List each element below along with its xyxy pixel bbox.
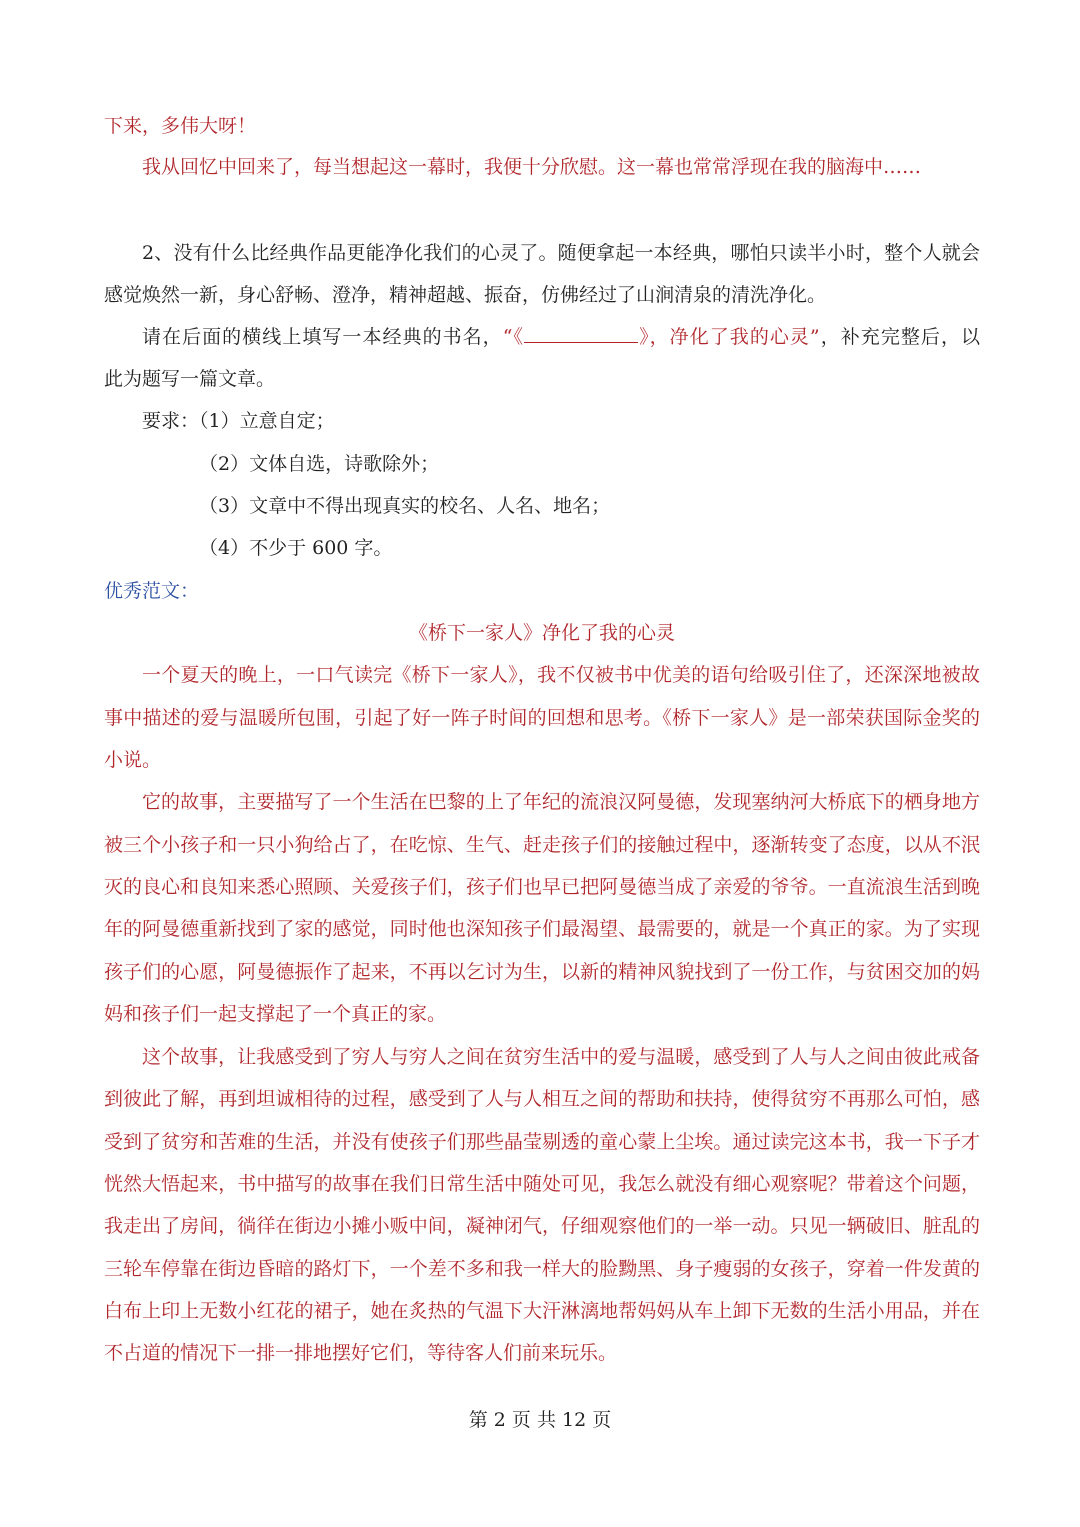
sample-p3-line: 恍然大悟起来，书中描写的故事在我们日常生活中随处可见，我怎么就没有细心观察呢？带着这个问题， xyxy=(104,1173,980,1195)
sample-p3-line: 白布上印上无数小红花的裙子，她在炙热的气温下大汗淋漓地帮妈妈从车上卸下无数的生活小用品，并在 xyxy=(104,1300,980,1322)
sample-p1-line: 小说。 xyxy=(104,749,162,771)
requirement-1: （1）立意自定； xyxy=(199,410,335,432)
sample-p1-line: 一个夏天的晚上，一口气读完《桥下一家人》，我不仅被书中优美的语句给吸引住了，还深深地被故 xyxy=(142,664,980,686)
requirements-label: 要求： xyxy=(142,410,200,432)
sample-p2-line: 灭的良心和良知来悉心照顾、关爱孩子们，孩子们也早已把阿曼德当成了亲爱的爷爷。一直流浪生活到晚 xyxy=(104,876,980,898)
sample-label: 优秀范文： xyxy=(104,580,200,602)
sample-p3-line: 三轮车停靠在街边昏暗的路灯下，一个差不多和我一样大的脸黝黑、身子瘦弱的女孩子，穿着一件发黄的 xyxy=(104,1258,980,1280)
sample-p3-line: 受到了贫穷和苦难的生活，并没有使孩子们那些晶莹剔透的童心蒙上尘埃。通过读完这本书，我一下子才 xyxy=(104,1131,980,1153)
sample-p3-line: 不占道的情况下一排一排地摆好它们，等待客人们前来玩乐。 xyxy=(104,1342,618,1364)
requirement-4: （4）不少于 600 字。 xyxy=(199,537,393,559)
question-prompt-line xyxy=(104,325,980,349)
requirement-3: （3）文章中不得出现真实的校名、人名、地名； xyxy=(199,495,611,517)
question-line-1: 2、没有什么比经典作品更能净化我们的心灵了。随便拿起一本经典，哪怕只读半小时，整个人就会 xyxy=(142,242,980,264)
sample-p1-line: 事中描述的爱与温暖所包围，引起了好一阵子时间的回想和思考。《桥下一家人》是一部荣获国际金奖的 xyxy=(104,707,980,729)
sample-p3-line: 到彼此了解，再到坦诚相待的过程，感受到了人与人相互之间的帮助和扶持，使得贫穷不再那么可怕，感 xyxy=(104,1088,980,1110)
continued-closing-line: 我从回忆中回来了，每当想起这一幕时，我便十分欣慰。这一幕也常常浮现在我的脑海中…… xyxy=(142,156,922,178)
prompt-quote-open: “《 xyxy=(502,326,525,348)
sample-p2-line: 年的阿曼德重新找到了家的感觉，同时他也深知孩子们最渴望、最需要的，就是一个真正的家。为了实现 xyxy=(104,918,980,940)
prompt-before: 请在后面的横线上填写一本经典的书名， xyxy=(142,326,503,348)
prompt-after: ，补充完整后，以 xyxy=(819,326,980,348)
page-footer: 第 2 页 共 12 页 xyxy=(468,1409,612,1431)
question-line-2: 感觉焕然一新，身心舒畅、澄净，精神超越、振奋，仿佛经过了山涧清泉的清洗净化。 xyxy=(104,284,827,306)
sample-p2-line: 孩子们的心愿，阿曼德振作了起来，不再以乞讨为生，以新的精神风貌找到了一份工作，与贫困交加的妈 xyxy=(104,961,980,983)
requirement-2: （2）文体自选，诗歌除外； xyxy=(199,453,440,475)
sample-p3-line: 这个故事，让我感受到了穷人与穷人之间在贫穷生活中的爱与温暖，感受到了人与人之间由彼此戒备 xyxy=(142,1046,980,1068)
continued-end-line: 下来，多伟大呀！ xyxy=(104,115,257,137)
sample-p2-line: 妈和孩子们一起支撑起了一个真正的家。 xyxy=(104,1003,447,1025)
prompt-quote-close: 》，净化了我的心灵” xyxy=(638,326,820,348)
book-title-blank xyxy=(524,342,638,343)
sample-p2-line: 被三个小孩子和一只小狗给占了，在吃惊、生气、赶走孩子们的接触过程中，逐渐转变了态度，以从不泯 xyxy=(104,834,980,856)
requirements-first-line xyxy=(142,409,1018,433)
sample-p2-line: 它的故事，主要描写了一个生活在巴黎的上了年纪的流浪汉阿曼德，发现塞纳河大桥底下的栖身地方 xyxy=(142,791,980,813)
sample-p3-line: 我走出了房间，徜徉在街边小摊小贩中间，凝神闭气，仔细观察他们的一举一动。只见一辆破旧、脏乱的 xyxy=(104,1215,980,1237)
sample-title: 《桥下一家人》净化了我的心灵 xyxy=(408,622,675,644)
question-prompt-line-2: 此为题写一篇文章。 xyxy=(104,368,276,390)
